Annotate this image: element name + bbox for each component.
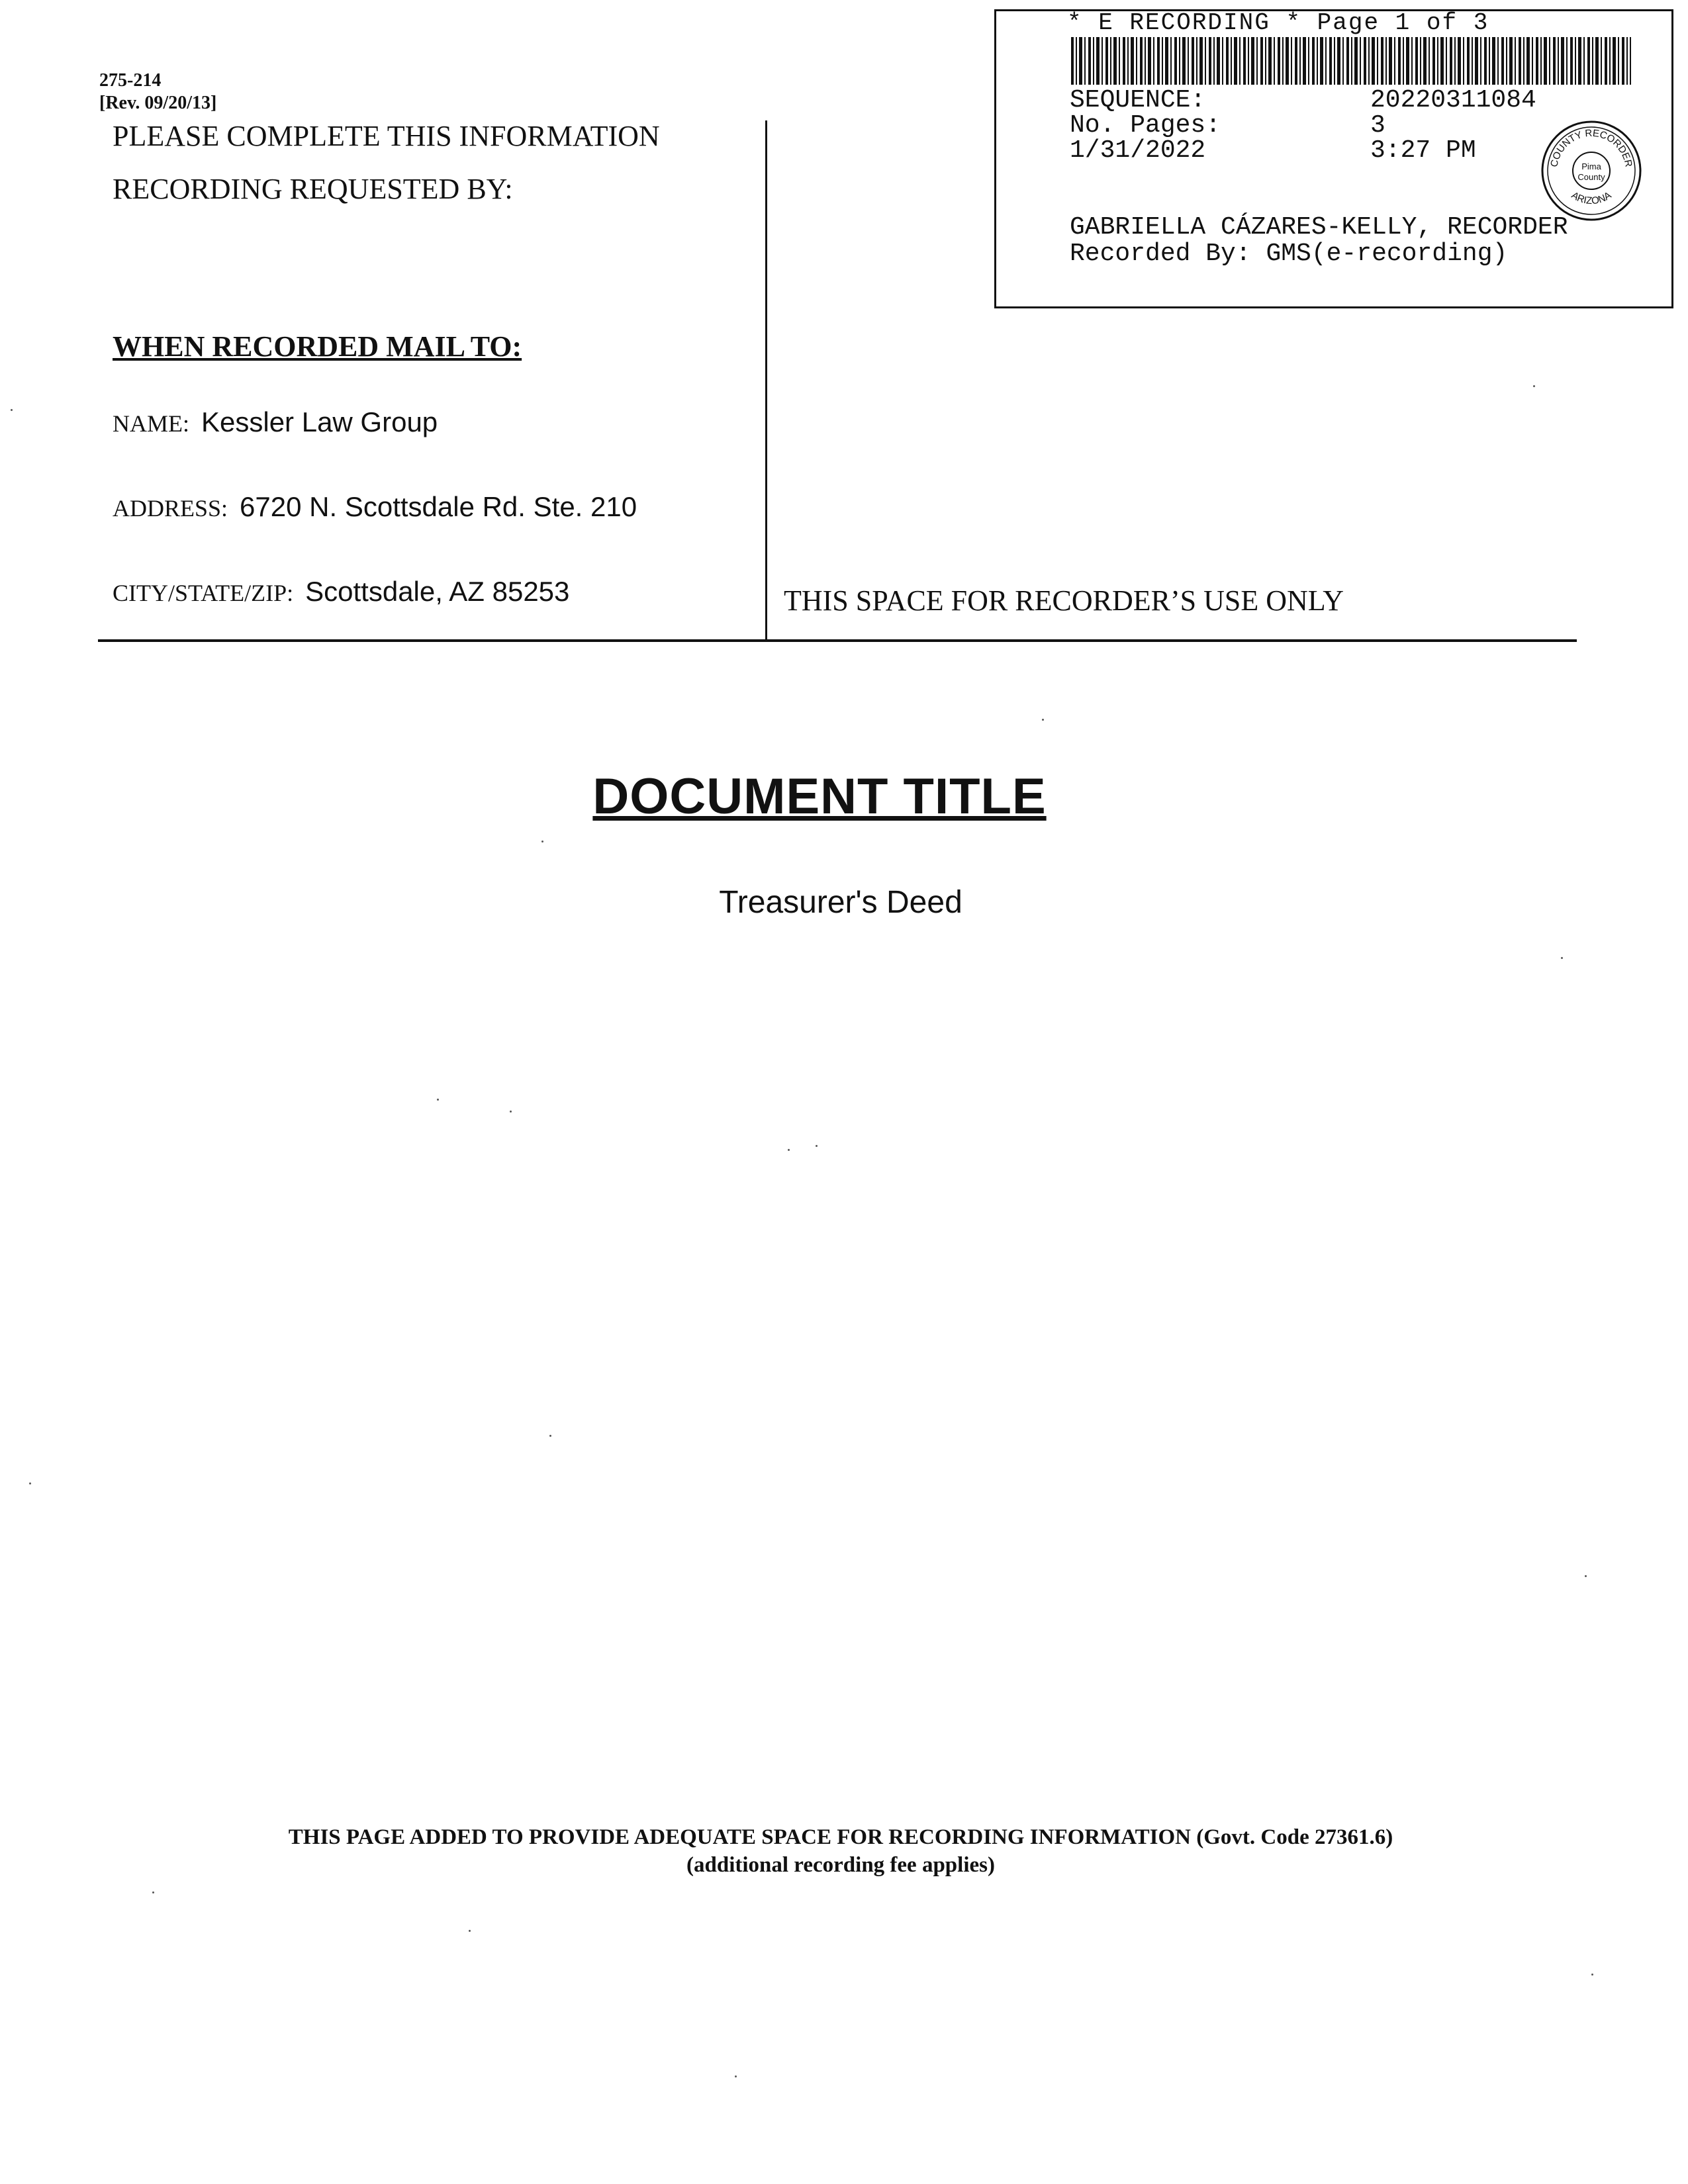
recording-requested-by-label: RECORDING REQUESTED BY: [113,173,513,205]
recorder-name: GABRIELLA CÁZARES-KELLY, RECORDER [1070,213,1568,242]
vertical-divider [765,120,767,642]
sequence-value: 20220311084 [1370,86,1536,114]
address-label: ADDRESS: [113,495,228,522]
mail-to-heading: WHEN RECORDED MAIL TO: [113,330,522,363]
scan-speck [1591,1974,1593,1976]
barcode [1071,37,1631,85]
recorder-use-only-label: THIS SPACE FOR RECORDER’S USE ONLY [784,584,1344,617]
scan-speck [469,1930,471,1932]
scan-speck [11,409,13,411]
pages-value: 3 [1370,111,1385,140]
form-number: 275-214 [99,70,162,91]
scan-speck [1533,385,1535,387]
sequence-label: SEQUENCE: [1070,86,1206,114]
city-state-zip-label: CITY/STATE/ZIP: [113,580,294,606]
scan-speck [549,1435,551,1437]
form-revision: [Rev. 09/20/13] [99,93,217,113]
seal-center-line1: Pima [1581,161,1601,171]
address-field [113,491,637,523]
scan-speck [1561,957,1563,959]
recorded-by: Recorded By: GMS(e-recording) [1070,240,1508,268]
footer-notice: THIS PAGE ADDED TO PROVIDE ADEQUATE SPACE FOR RECORDING INFORMATION (Govt. Code 27361.6) [288,1825,1393,1849]
scan-speck [541,841,543,842]
seal-center-line2: County [1577,172,1605,182]
document-title: DOCUMENT TITLE [592,768,1047,825]
recording-date: 1/31/2022 [1070,136,1206,165]
scan-speck [1042,719,1044,721]
horizontal-divider [98,639,1577,642]
county-seal-icon [1540,119,1643,222]
scan-speck [1585,1575,1587,1577]
name-value: Kessler Law Group [201,406,438,437]
please-complete-heading: PLEASE COMPLETE THIS INFORMATION [113,120,660,152]
scan-speck [816,1145,818,1147]
address-value: 6720 N. Scottsdale Rd. Ste. 210 [240,491,637,522]
name-label: NAME: [113,410,189,437]
svg-text:ARIZONA [1570,190,1614,207]
stamp-header: * E RECORDING * Page 1 of 3 [1067,9,1489,36]
scan-speck [152,1891,154,1893]
pages-label: No. Pages: [1070,111,1221,140]
name-field [113,406,438,438]
scan-speck [29,1482,31,1484]
seal-bottom-text: ARIZONA [1569,189,1614,207]
recording-time: 3:27 PM [1370,136,1476,165]
city-state-zip-value: Scottsdale, AZ 85253 [305,576,570,607]
footer-fee-note: (additional recording fee applies) [686,1853,995,1877]
scan-speck [510,1111,512,1113]
city-state-zip-field [113,576,569,608]
scan-speck [735,2075,737,2077]
seal-top-text: COUNTY RECORDER [1548,127,1634,168]
document-subtitle: Treasurer's Deed [719,885,962,920]
scan-speck [788,1149,790,1151]
scan-speck [437,1099,439,1101]
